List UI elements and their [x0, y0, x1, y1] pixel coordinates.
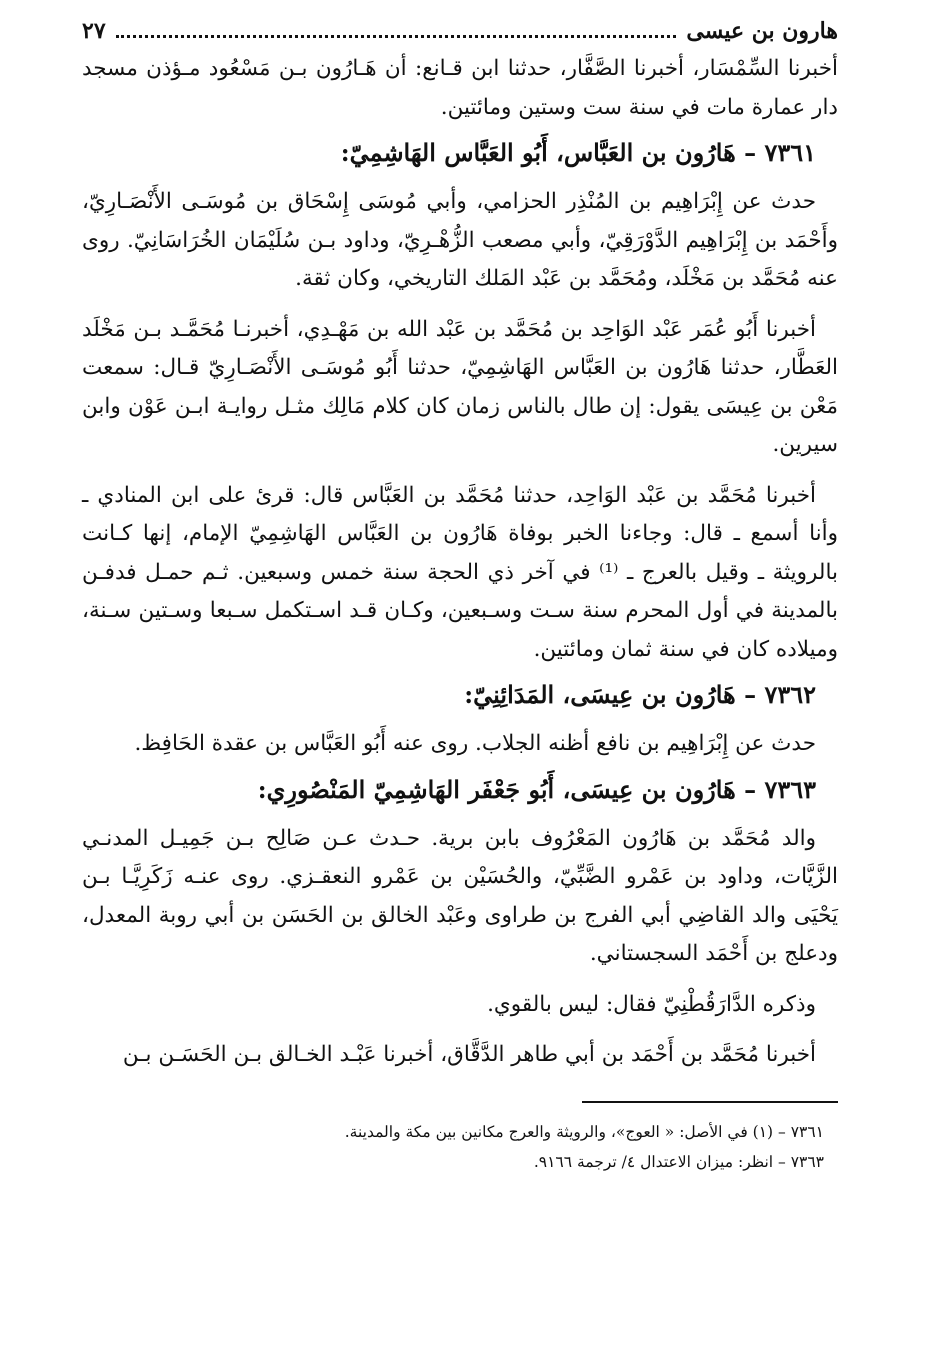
page-number: ٢٧ — [82, 18, 106, 44]
running-head — [82, 14, 838, 50]
book-page — [82, 14, 838, 1177]
footnote: ٧٣٦٣ – انظر: ميزان الاعتدال ٤/ ترجمة ٩١٦٦. — [533, 1152, 824, 1171]
paragraph: والد مُحَمَّد بن هَارُون المَعْرُوف بابن برية. حـدث عـن صَالِح بـن جَمِيـل المدنـي الزَّيَّات، وداود بن عَمْرو الضَّبِّيّ، والحُسَيْن بن عَمْرو النعقـزي. روى عنـه زَكَرِيَّـا بـن يَحْيَى والد القاضِي أبي الفرج بن طراوى وعَبْد الخالق بن الحَسَن بن أبي روبة المعدل، ودعلج بن أَحْمَد السجستاني. — [82, 825, 838, 966]
spacer — [82, 465, 838, 477]
paragraph: حدث عن إِبْرَاهِيم بن نافع أظنه الجلاب. روى عنه أَبُو العَبَّاس بن عقدة الحَافِظ. — [134, 731, 816, 756]
entry-heading-7363: ٧٣٦٣ – هَارُون بن عِيسَى، أَبُو جَعْفَر الهَاشِمِيّ المَنْصُورِي: — [257, 774, 816, 804]
spacer — [82, 1024, 838, 1036]
paragraph: أخبرنا السِّمْسَار، أخبرنا الصَّفَّار، حدثنا ابن قـانع: أن هَـارُون بـن مَسْعُود مـؤذن مسجد دار عمارة مات في سنة ست وستين ومائتين. — [82, 56, 838, 120]
paragraph: أخبرنا مُحَمَّد بن أَحْمَد بن أبي طاهر الدَّقَّاق، أخبرنا عَبْـد الخـالق بـن الحَسَـن بـن — [122, 1042, 816, 1067]
footnote-separator — [582, 1101, 838, 1103]
leader-dots — [116, 35, 677, 38]
paragraph: حدث عن إِبْرَاهِيم بن المُنْذِر الحزامي، وأبي مُوسَى إِسْحَاق بن مُوسَـى الأَنْصَـارِيّ، وأَحْمَد بن إِبْرَاهِيم الدَّوْرَقِيّ، وأبي مصعب الزُّهْـرِيّ، وداود بـن سُلَيْمَان الخُرَاسَانِيّ. روى عنه مُحَمَّد بن مَخْلَد، ومُحَمَّد بن عَبْد المَلك التاريخي، وكان ثقة. — [82, 189, 838, 291]
paragraph: أخبرنا مُحَمَّد بن عَبْد الوَاحِد، حدثنا مُحَمَّد بن العَبَّاس قال: قرئ على ابن المنادي ـ وأنا أسمع ـ قال: وجاءنا الخبر بوفاة هَارُون بن العَبَّاس الهَاشِمِيّ الإمام، إنها كـانت بالرويثة ـ وقيل بالعرج ـ ⁽¹⁾ في آخر ذي الحجة سنة خمس وسبعين. ثـم حمـل فدفـن بالمدينة في أول المحرم سنة سـت وسـبعين، وكـان قـد اسـتكمل سـبعا وسـتين سـنة، وميلاده كان في سنة ثمان ومائتين. — [82, 482, 838, 662]
entry-heading-7362: ٧٣٦٢ – هَارُون بن عِيسَى، المَدَائِنِيّ: — [464, 680, 816, 709]
running-head-title: هارون بن عيسى — [686, 18, 838, 44]
spacer — [82, 299, 838, 311]
entry-heading-7361: ٧٣٦١ – هَارُون بن العَبَّاس، أَبُو العَبَّاس الهَاشِمِيّ: — [340, 138, 816, 167]
paragraph: أخبرنا أَبُو عُمَر عَبْد الوَاحِد بن مُحَمَّد بن عَبْد الله بن مَهْـدِي، أخبرنـا مُحَمَّـد بـن مَخْلَد العَطَّار، حدثنا هَارُون بن العَبَّاس الهَاشِمِيّ، حدثنا أَبُو مُوسَـى الأَنْصَـارِيّ قـال: سمعت مَعْن بن عِيسَى يقول: إن طال بالناس زمان كان كلام مَالِك مثـل روايـة ابـن عَوْن وابن سيرين. — [82, 316, 838, 457]
footnote: ٧٣٦١ – (١) في الأصل: « العوج»، والرويثة والعرج مكانين بين مكة والمدينة. — [344, 1122, 824, 1141]
paragraph: وذكره الدَّارَقُطْنِيّ فقال: ليس بالقوي. — [487, 991, 816, 1017]
spacer — [82, 974, 838, 986]
